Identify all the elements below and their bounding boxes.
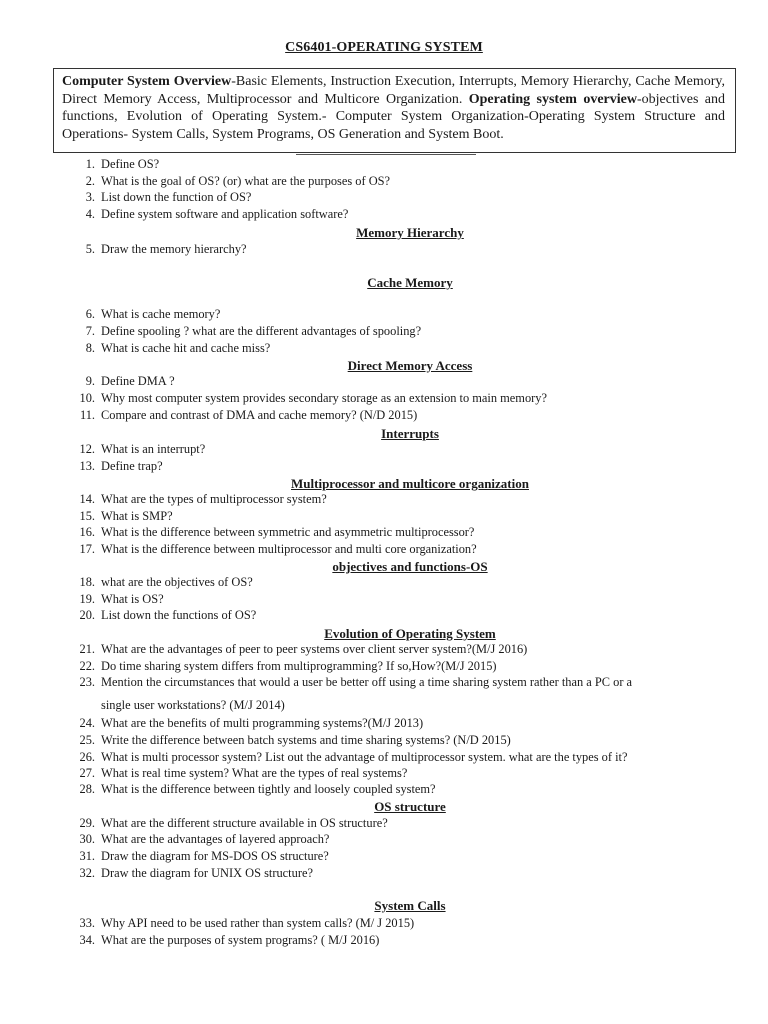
question-number: 4. <box>85 207 95 221</box>
question-number: 7. <box>85 324 95 338</box>
question-number: 19. <box>79 592 95 606</box>
question-text: What is cache memory? <box>101 307 221 321</box>
question-number: 25. <box>79 733 95 747</box>
question-number: 16. <box>79 525 95 539</box>
question-number: 3. <box>85 190 95 204</box>
heading-interrupts: Interrupts <box>381 426 439 441</box>
question-text: Define spooling ? what are the different advantages of spooling? <box>101 324 422 338</box>
question-number: 29. <box>79 816 95 830</box>
question-text: What are the purposes of system programs? ( M/J 2016) <box>101 933 380 947</box>
syllabus-bold-2: Operating system overview <box>468 91 637 107</box>
question-text: What is real time system? What are the types of real systems? <box>101 766 408 780</box>
question-continuation: single user workstations? (M/J 2014) <box>101 698 285 712</box>
question-text: What is OS? <box>101 592 164 606</box>
question-text: Define DMA ? <box>101 374 175 388</box>
syllabus-text-1: -Basic Elements, Instruction Execution, Interrupts, Memory Hierarchy, Cache Memory, Direct Memory Access, Multiprocessor and Multicore Organization. <box>62 74 725 107</box>
heading-cache-memory: Cache Memory <box>367 275 453 290</box>
question-text: Compare and contrast of DMA and cache memory? (N/D 2015) <box>101 408 418 422</box>
question-number: 10. <box>79 391 95 405</box>
syllabus-box <box>53 68 736 153</box>
question-text: What is an interrupt? <box>101 442 206 456</box>
question-number: 6. <box>85 307 95 321</box>
question-text: Do time sharing system differs from multiprogramming? If so,How?(M/J 2015) <box>101 659 497 673</box>
question-number: 13. <box>79 459 95 473</box>
question-text: Draw the diagram for MS-DOS OS structure? <box>101 849 329 863</box>
question-number: 27. <box>79 766 95 780</box>
question-text: Define OS? <box>101 157 160 171</box>
question-text: Define trap? <box>101 459 163 473</box>
question-text: Define system software and application software? <box>101 207 349 221</box>
syllabus-bold-1: Computer System Overview <box>62 74 232 89</box>
question-number: 30. <box>79 832 95 846</box>
question-text: Why most computer system provides secondary storage as an extension to main memory? <box>101 391 547 405</box>
question-number: 8. <box>85 341 95 355</box>
syllabus-text-2: -objectives and functions, Evolution of Operating System.- Computer System Organization-Operating System Structure and Operations- System Calls, System Programs, OS Generation and System Boot. <box>62 91 725 142</box>
page-title: CS6401-OPERATING SYSTEM <box>285 40 483 55</box>
question-text: What are the advantages of peer to peer systems over client server system?(M/J 2016) <box>101 642 528 656</box>
question-number: 17. <box>79 542 95 556</box>
hidden-heading-underline <box>296 154 476 158</box>
heading-system-calls: System Calls <box>374 898 446 913</box>
question-text: Draw the diagram for UNIX OS structure? <box>101 866 313 880</box>
question-number: 21. <box>79 642 95 656</box>
question-number: 33. <box>79 916 95 930</box>
heading-objectives: objectives and functions-OS <box>332 559 488 574</box>
question-number: 20. <box>79 608 95 622</box>
question-number: 23. <box>79 675 95 689</box>
question-text: What are the advantages of layered approach? <box>101 832 330 846</box>
question-number: 18. <box>79 575 95 589</box>
question-text: What are the benefits of multi programming systems?(M/J 2013) <box>101 716 424 730</box>
question-text: What is the difference between tightly and loosely coupled system? <box>101 782 436 796</box>
question-number: 28. <box>79 782 95 796</box>
question-text: What are the different structure available in OS structure? <box>101 816 388 830</box>
question-text: What is the difference between symmetric and asymmetric multiprocessor? <box>101 525 475 539</box>
question-text: What is cache hit and cache miss? <box>101 341 271 355</box>
question-text: Write the difference between batch systems and time sharing systems? (N/D 2015) <box>101 733 511 747</box>
question-number: 22. <box>79 659 95 673</box>
heading-os-structure: OS structure <box>374 799 446 814</box>
question-number: 31. <box>79 849 95 863</box>
question-text: Why API need to be used rather than system calls? (M/ J 2015) <box>101 916 415 930</box>
question-number: 2. <box>85 174 95 188</box>
question-text: What is multi processor system? List out the advantage of multiprocessor system. what are the types of it? <box>101 750 628 764</box>
question-text: Draw the memory hierarchy? <box>101 242 247 256</box>
question-text: What is the difference between multiprocessor and multi core organization? <box>101 542 477 556</box>
question-number: 34. <box>79 933 95 947</box>
question-text: List down the function of OS? <box>101 190 252 204</box>
heading-evolution: Evolution of Operating System <box>324 626 496 641</box>
question-number: 24. <box>79 716 95 730</box>
question-number: 26. <box>79 750 95 764</box>
question-number: 12. <box>79 442 95 456</box>
question-text: what are the objectives of OS? <box>101 575 253 589</box>
heading-multiprocessor: Multiprocessor and multicore organization <box>291 476 529 491</box>
heading-memory-hierarchy: Memory Hierarchy <box>356 225 464 240</box>
question-number: 5. <box>85 242 95 256</box>
question-number: 32. <box>79 866 95 880</box>
heading-dma: Direct Memory Access <box>347 358 473 373</box>
question-number: 15. <box>79 509 95 523</box>
question-number: 11. <box>79 408 95 422</box>
question-text: Mention the circumstances that would a user be better off using a time sharing system rather than a PC or a <box>101 675 633 689</box>
question-text: What is SMP? <box>101 509 173 523</box>
question-number: 14. <box>79 492 95 506</box>
question-number: 1. <box>85 157 95 171</box>
question-text: What is the goal of OS? (or) what are the purposes of OS? <box>101 174 391 188</box>
question-number: 9. <box>85 374 95 388</box>
question-text: What are the types of multiprocessor system? <box>101 492 327 506</box>
question-text: List down the functions of OS? <box>101 608 257 622</box>
